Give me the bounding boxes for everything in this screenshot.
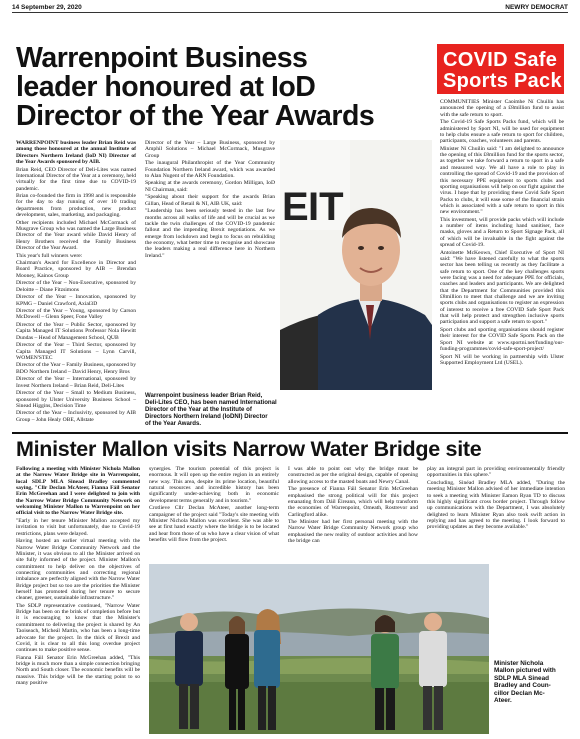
paragraph: Director of the Year – Young, sponsored by Carson McDowell – Glenn Speer, Fone Valley [16,308,136,321]
header-rule [12,12,568,13]
paragraph: The Minister had her first personal meeting with the Narrow Water Bridge Community Network group who emphasised the new reality of outdoor activities and how the bridge can [288,519,418,545]
paragraph: synergies. The tourism potential of this project is enormous. It will open up the entire region in an entirely new way. This area, despite its prime location, beautiful natural resources and incredible history has been significantly under-achieving both in economic development terms generally and in tourism." [149,466,279,504]
story2-column-3 [288,466,418,558]
story1-column-2 [145,140,275,259]
svg-text:IT: IT [308,185,344,229]
story1-headline-line2: leader honoured at IoD [16,71,316,103]
story2-column-4 [427,466,565,558]
paragraph: Director of the Year – Large Business, sponsored by Amphil Solutions – Michael McCormack, Musgrave Group [145,140,275,159]
story2-column-2 [149,466,279,558]
paragraph: WARRENPOINT business leader Brian Reid was among those honoured at the annual Institute of Directors Northern Ireland (IoD NI) Director of the Year Awards sponsored by AIB. [16,140,136,166]
paragraph: Brian Reid, CEO Director of Deli-Lites was named International Director of the Year at a ceremony, held virtually for the first time due to COVID-19 pandemic. [16,166,136,192]
story1-headline [16,44,436,131]
paragraph: "Early in her tenure Minister Mallon accepted my invitation to visit but unfortunately, due to Covid-19 restrictions, plans were delayed. [16,517,140,537]
paragraph: Having hosted an earlier virtual meeting with the Narrow Water Bridge Community Network and the Minister, it was obvious to all the Minister arrived on site fully informed of the project. Minister Mallon's commitment to help deliver on the objectives of connecting communities and correcting regional imbalance are perfectly aligned with the Narrow Water Bridge project but so too are the priorities the Minister herself has promoted during her tenure to secure cleaner, greener, sustainable infrastructure." [16,538,140,602]
paragraph: COMMUNITIES Minister Caoimhe Ní Chuilín has announced the opening of a £8million fund to assist with the safe return to sport. [440,99,564,118]
masthead: NEWRY DEMOCRAT [505,4,568,11]
paragraph: Chairman's Award for Excellence in Director and Board Practice, sponsored by AIB – Brendan Mooney, Kainos Group [16,260,136,279]
svg-text:E: E [282,185,309,229]
brian-reid-photo [280,140,432,390]
paragraph: Fianna Fáil Senator Erin McGreehan added, "This bridge is much more than a simple connection bringing North and South closer. The economic benefits will be massive. This bridge will be the starting point to so many positive [16,654,140,687]
paragraph: Crotlieve Cllr Declan McAteer, another long-term campaigner of the project said "Today's site meeting with Minister Nichola Mallon was excellent. She was able to see at first hand exactly where the bridge is to be located and hear from those of us who have a clear vision of what benefits will flow from the project. [149,505,279,543]
story2-headline: Minister Mallon visits Narrow Water Bridge site [16,437,482,461]
paragraph: Following a meeting with Minister Nichola Mallon at the Narrow Water Bridge site in Warrenpoint, local SDLP MLA Sinead Bradley commented saying, "Cllr Declan McAteer, Fianna Fáil Senator Erin McGreehan and I were delighted to join with the Narrow Water Bridge Community Network on welcoming Minister Mallon to Warrenpoint on her official visit to the Narrow Water Bridge site. [16,466,140,517]
paragraph: I was able to point out why the bridge must be constructed as per the original design, capable of opening allowing access to the masted boats and Newry Canal. [288,466,418,485]
brian-reid-caption: Warrenpoint business leader Brian Reid, Deli-Lites CEO, has been named International Director of the Year at the Institute of Directors Northern Ireland (IoDNI) Director of the Year Awards. [145,392,277,427]
paragraph: Other recipients included Michael McCormack of Musgrave Group who was named the Large Business Director of the Year award while David Henry of Henry Brothers received the Family Business Director of the Year Award. [16,219,136,252]
story-divider [12,432,568,434]
page-date: 14 September 29, 2020 [12,4,82,11]
story1-column-1 [16,140,136,430]
paragraph: Director of the Year – International, sponsored by Invest Northern Ireland – Brian Reid, Deli-Lites [16,376,136,389]
covid-sports-pack-heading: COVID Safe Sports Pack [437,44,564,94]
paragraph: Sport NI will be working in partnership with Ulster Supported Employment Ltd (USEL). [440,353,564,366]
paragraph: "Leadership has been seriously tested in the last few months across all walks of life and will be crucial as we tackle the twin challenges of the COVID-19 pandemic fallout and the impending Brexit negotiations. As we emerge from lockdown and begin to focus on rebuilding the economy, what better time to recognise and showcase the leaders making a real difference here in Northern Ireland." [145,208,275,259]
paragraph: The presence of Fianna Fáil Senator Erin McGreehan emphasised the strong political will for this project emanating from Dáil Éireann, which will help transform the economies of Warrenpoint, Omeath, Rostrevor and Carlingford alike. [288,486,418,518]
story2-column-1 [16,466,140,734]
paragraph: Antoinette McKeown, Chief Executive of Sport NI said: "We have listened carefully to what the sports sector has been telling us recently as they facilitate a safe return to sport. One of the key challenges sports were facing was a need for adequate PPE for officials, coaches and leaders and participants. We are delighted that the Department for Communities provided this £8million to meet that challenge and we are inviting sports clubs and organisations to register an expression of interest to receive a free COVID Safe Sport Pack that will help protect and strengthen inclusive sports participation and support a safe return to sport." [440,249,564,326]
paragraph: The inaugural Philanthropist of the Year Community Foundation Northern Ireland award, which was awarded to Alan Nugent of the ARN Foundation. [145,160,275,179]
paragraph: This year's full winners were: [16,252,83,259]
narrow-water-site-photo [149,564,489,734]
paragraph: This investment, will provide packs which will include a number of items including hand sanitiser, face masks, gloves and a Return to Sport Signage Pack, all of which will be invaluable in the fight against the spread of Covid-19. [440,216,564,249]
paragraph: Brian co-founded the firm in 1998 and is responsible for the day to day running of over 10 trading departments from production, new product development, sales, marketing, and packaging. [16,193,136,219]
paragraph: Director of the Year – Public Sector, sponsored by Capita Managed IT Solutions Professor Nola Hewitt Dundas – Head of Management School, QUB [16,321,136,341]
story1-headline-line3: Director of the Year Awards [16,100,375,132]
paragraph: Speaking at the awards ceremony, Gordon Milligan, IoD NI Chairman, said: [145,180,275,193]
paragraph: Director of the Year – Non-Executive, sponsored by Deloitte – Diane Fitzsimons [16,280,136,293]
paragraph: The SDLP representative continued, "Narrow Water Bridge has been on the brink of completion before but it is encouraging to know that the Minister's commitment to delivering the project is shared by An Taoiseach, Micheál Martin, who has been a long-time advocate for the project. In the thick of Brexit and Covid, it is clear to all this long overdue project continues to make positive sense. [16,602,140,654]
paragraph: Sport clubs and sporting organisations should register their interest for the COVID Safe Sports Pack on the Sport NI website at www.sportni.net/funding/our-funding-programmes/covid-safe-sport-project/ [440,326,564,352]
paragraph: Director of the Year – Third Sector, sponsored by Capita Managed IT Solutions – Lynn Carvill, WOMEN'STEC [16,342,136,361]
paragraph: Director of the Year – Innovation, sponsored by KPMG – Daniel Crawford, Axial3D [16,294,136,307]
paragraph: Minister Ní Chuilín said: "I am delighted to announce the opening of this £8million fund for the sports sector, as together we take forward a return to sport in a safe and measured way. We all have a role to play in controlling the spread of Covid-19 and the provision of this necessary PPE equipment to sports clubs and sporting organisations will help on our fight against the virus. I hope that by providing these Covid Safe Sport Packs to clubs, it will ease some of the financial strain which is associated with a safe return to sport in this new environment." [440,145,564,216]
story1-headline-line1: Warrenpoint Business [16,42,308,74]
paragraph: "Speaking about their support for the awards Brian Gillan, Head of Retail & NI, AIB UK, said: [145,194,275,207]
covid-sports-pack-column [440,99,564,429]
paragraph: Concluding, Sinéad Bradley MLA added, "During the meeting Minister Mallon advised of her immediate intention to seek a meeting with Minister Eamon Ryan TD to discuss this highly significant cross border project. Through follow up communications with the Department, I was absolutely delighted to learn Minister Ryan also took swift action in replying and has agreed to the meeting. I look forward to providing updates as they become available." [427,479,565,531]
paragraph: Director of the Year – Small to Medium Business, sponsored by Ulster University Business School – Sinead Higgins, Decision Time [16,390,136,409]
paragraph: Director of the Year – Family Business, sponsored by BDO Northern Ireland – David Henry, Henry Bros [16,362,136,375]
paragraph: The Covid-19 Safe Sports Packs fund, which will be administered by Sport NI, will be used for equipment to help clubs ensure a safe return to sport for children, participants, coaches, volunteers and parents. [440,119,564,145]
paragraph: Director of the Year – Inclusivity, sponsored by AIB Group – John Healy OBE, Allstate [16,410,136,423]
paragraph: play an integral part in providing environmentally friendly opportunities in this sphere." [427,466,565,479]
mallon-caption: Minister Nichola Mallon pictured with SDLP MLA Sinead Bradley and Coun- cillor Declan Mc- Ateer. [494,660,556,705]
